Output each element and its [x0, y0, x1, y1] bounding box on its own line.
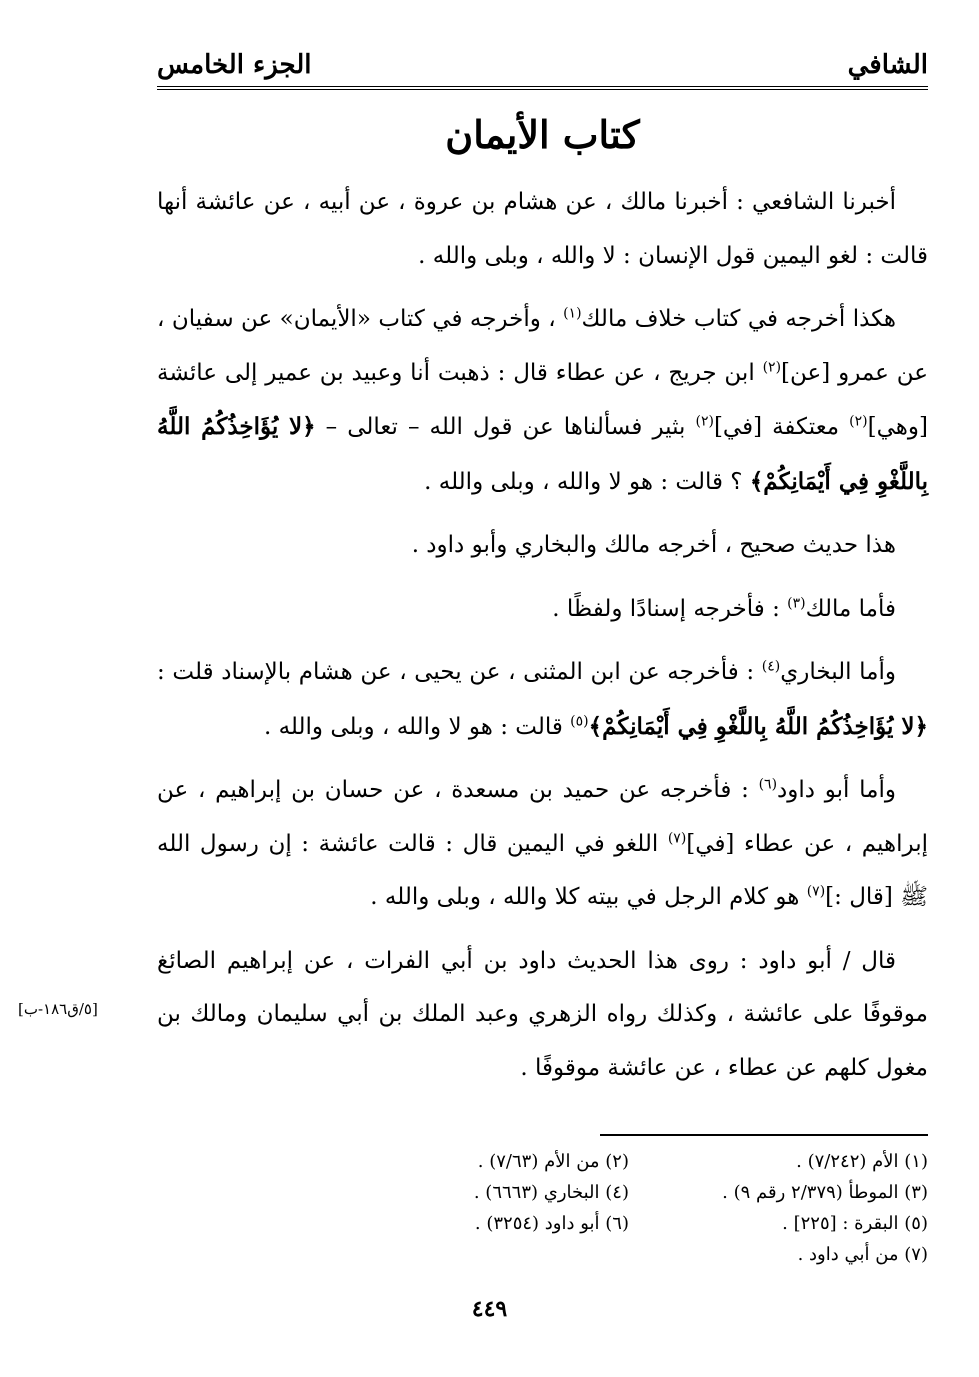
- quran-verse: ﴿لا يُؤَاخِذُكُمُ اللَّهُ بِاللَّغْوِ فِي أَيْمَانِكُمْ﴾: [588, 712, 928, 740]
- quran-verse: ﴿لا يُؤَاخِذُكُمُ اللَّهُ بِاللَّغْوِ فِي أَيْمَانِكُمْ﴾: [157, 413, 928, 495]
- p6-c: اللغو في اليمين قال : قالت عائشة : إن رسول الله ﷺ [قال :]: [157, 830, 928, 910]
- p2-d: معتكفة [في]: [713, 414, 850, 440]
- footnote-7: (٧) من أبي داود .: [797, 1244, 928, 1265]
- footnote-ref: (٣): [787, 594, 806, 611]
- footnote-2: (٢) من الأم (٧/٦٣) .: [477, 1151, 629, 1172]
- p2-a: هكذا أخرجه في كتاب خلاف مالك: [581, 306, 896, 332]
- footnote-ref: (٢): [695, 413, 714, 430]
- p2-c: ابن جريج ، عن عطاء قال : ذهبت أنا وعبيد بن عمير إلى عائشة [وهي]: [157, 359, 928, 440]
- header-volume: الجزء الخامس: [157, 50, 312, 80]
- footnote-ref: (٧): [667, 829, 687, 846]
- footnote-row: [330, 1177, 928, 1208]
- footnote-ref: (١): [563, 305, 582, 322]
- footnote-row: [330, 1239, 928, 1270]
- p2-e: بثير فسألناها عن قول الله – تعالى –: [315, 414, 696, 440]
- paragraph-1-text: أخبرنا الشافعي : أخبرنا مالك ، عن هشام بن عروة ، عن أبيه ، عن عائشة أنها قالت : لغو اليمين قول الإنسان : لا والله ، وبلى والله .: [157, 189, 928, 269]
- paragraph-5: [157, 646, 928, 754]
- p6-b: : فأخرجه عن حميد بن مسعدة ، عن حسان بن إبراهيم ، عن إبراهيم ، عن عطاء [في]: [157, 777, 928, 857]
- p2-f: ؟ قالت : هو لا والله ، وبلى والله .: [424, 468, 750, 495]
- paragraph-4: [157, 583, 928, 637]
- footnote-separator: [600, 1134, 928, 1136]
- footnote-ref: (٥): [570, 712, 589, 729]
- p5-a: وأما البخاري: [780, 659, 896, 685]
- paragraph-3-text: هذا حديث صحيح ، أخرجه مالك والبخاري وأبو داود .: [411, 532, 896, 558]
- paragraph-1: [157, 176, 928, 283]
- p5-c: قالت : هو لا والله ، وبلى والله .: [263, 713, 571, 740]
- body-text: [157, 176, 928, 1105]
- p4-b: : فأخرجه إسنادًا ولفظًا .: [552, 595, 788, 622]
- page-number: ٤٤٩: [471, 1296, 508, 1322]
- paragraph-7-text: قال / أبو داود : روى هذا الحديث داود بن أبي الفرات ، عن إبراهيم الصائغ موقوفًا على عائشة ، وكذلك رواه الزهري وعبد الملك بن أبي سليمان ومالك بن مغول كلهم عن عطاء ، عن عائشة موقوفًا .: [157, 947, 928, 1081]
- chapter-title: كتاب الأيمان: [445, 112, 640, 157]
- footnote-4: (٤) البخاري (٦٦٦٣) .: [473, 1182, 629, 1203]
- footnote-ref: (٢): [849, 413, 868, 430]
- footnote-1: (١) الأم (٧/٢٤٢) .: [796, 1151, 928, 1172]
- header-author: الشافي: [847, 50, 928, 80]
- p5-b: : فأخرجه عن ابن المثنى ، عن يحيى ، عن هشام بالإسناد قلت :: [157, 659, 762, 685]
- footnote-ref: (٢): [762, 358, 782, 375]
- p4-a: فأما مالك: [805, 595, 896, 622]
- paragraph-2: [157, 293, 928, 509]
- footnote-row: [330, 1208, 928, 1239]
- paragraph-6: [157, 764, 928, 925]
- footnote-row: [330, 1146, 928, 1177]
- p6-d: هو كلام الرجل في بيته كلا والله ، وبلى والله .: [370, 884, 807, 910]
- manuscript-folio-note: [٥/ق١٨٦-ب]: [18, 1000, 98, 1018]
- paragraph-3: [157, 519, 928, 573]
- running-header: [157, 46, 928, 90]
- footnote-5: (٥) البقرة : [٢٢٥] .: [782, 1213, 928, 1234]
- footnote-3: (٣) الموطأ (٢/٣٧٩ رقم ٩) .: [722, 1182, 928, 1203]
- footnote-ref: (٧): [806, 883, 826, 900]
- footnotes: [330, 1146, 928, 1270]
- p6-a: وأما أبو داود: [777, 777, 896, 803]
- paragraph-7: [157, 935, 928, 1096]
- footnote-ref: (٦): [758, 776, 778, 793]
- footnote-6: (٦) أبو داود (٣٢٥٤) .: [474, 1213, 629, 1234]
- p2-b: ، وأخرجه في كتاب «الأيمان» عن سفيان ، عن عمرو [عن]: [157, 306, 928, 386]
- footnote-ref: (٤): [761, 658, 781, 675]
